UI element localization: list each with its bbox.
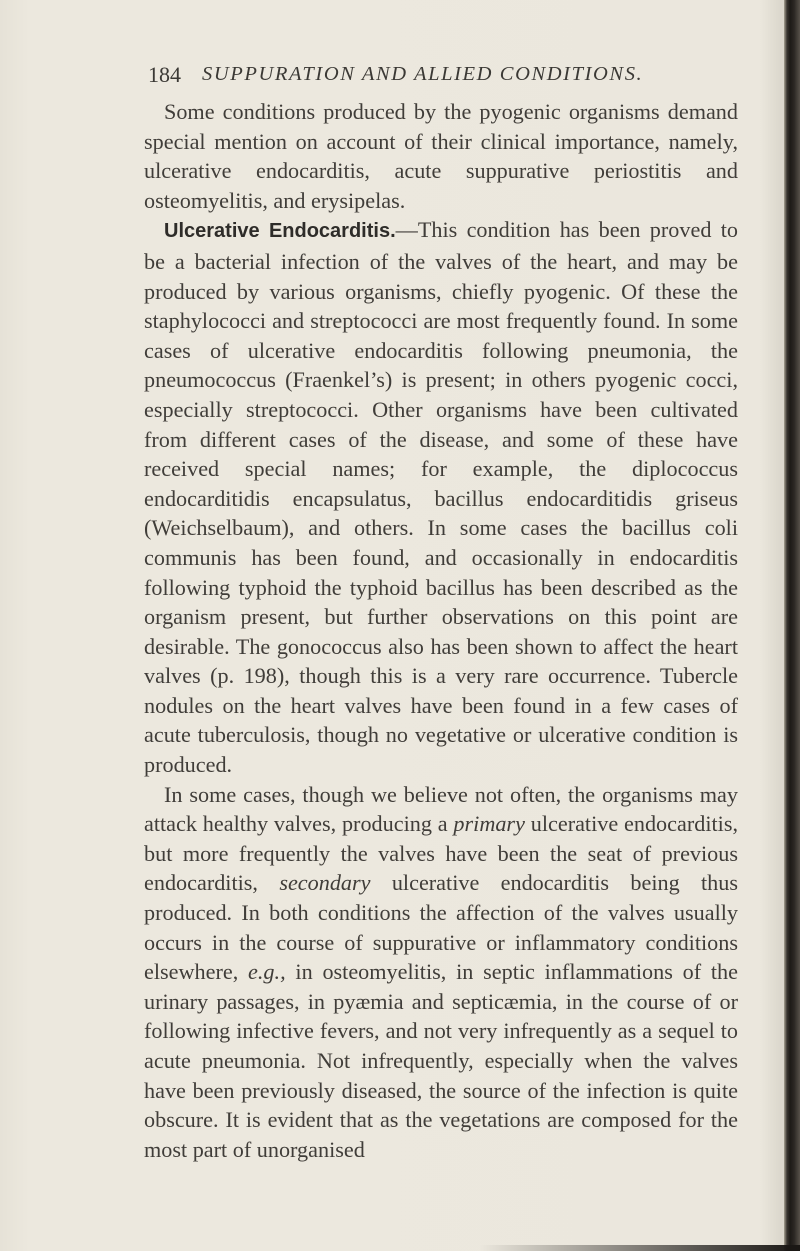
paragraph-text: ulcerative endocarditis being thus produced. In both conditions the affection of the valves usually occurs in the course of suppurative or inflammatory conditions elsewhere, xyxy=(144,870,738,985)
paragraph-text: ulcerative endocarditis, but more frequently the valves have been the seat of previous endocarditis, xyxy=(144,811,739,896)
paragraph-text: In some cases, though we believe not often, the organisms may attack healthy valves, producing a xyxy=(144,781,738,837)
emphasis-eg: e.g., xyxy=(248,959,286,985)
body-text xyxy=(144,97,738,1164)
page-binding-edge xyxy=(784,0,800,1251)
page-bottom-shadow xyxy=(480,1245,800,1251)
paragraph-intro xyxy=(144,97,738,215)
paragraph-text: in osteomyelitis, in septic inflammations of the urinary passages, in pyæmia and septicæmia, in the course of or following infective fevers, and not very infrequently as a sequel to acute pneumonia. Not infrequently, especially when the valves have been previously diseased, the source of the infection is quite obscure. It is evident that as the vegetations are composed for the most part of unorganised xyxy=(144,959,738,1162)
section-heading: Ulcerative Endocarditis. xyxy=(164,220,396,243)
paragraph-ulcerative-endocarditis xyxy=(144,215,738,779)
running-title: SUPPURATION AND ALLIED CONDITIONS. xyxy=(202,63,644,85)
paragraph-text: —This condition has been proved to be a bacterial infection of the valves of the heart, and may be produced by various organisms, chiefly pyogenic. Of these the staphylococci and streptococci are most frequently found. In some cases of ulcerative endocarditis following pneumonia, the pneumococcus (Fraenkel’s) is present; in others pyogenic cocci, especially streptococci. Other organisms have been cultivated from different cases of the disease, and some of these have received special names; for example, the diplococcus endocarditidis encapsulatus, bacillus endocarditidis griseus (Weichselbaum), and others. In some cases the bacillus coli communis has been found, and occasionally in endocarditis following typhoid the typhoid bacillus has been described as the organism present, but further observations on this point are desirable. The gonococcus also has been shown to affect the heart valves (p. 198), though this is a very rare occurrence. Tubercle nodules on the heart valves have been found in a few cases of acute tuberculosis, though no vegetative or ulcerative condition is produced. xyxy=(144,217,738,778)
paragraph-text: Some conditions produced by the pyogenic organisms demand special mention on account of their clinical importance, namely, ulcerative endocarditis, acute suppurative periostitis and osteomyelitis, and erysipelas. xyxy=(144,99,738,213)
emphasis-secondary: secondary xyxy=(279,870,371,896)
emphasis-primary: primary xyxy=(453,811,525,837)
running-header xyxy=(148,62,768,90)
paragraph-primary-secondary xyxy=(144,780,738,1165)
page-number: 184 xyxy=(148,62,181,87)
